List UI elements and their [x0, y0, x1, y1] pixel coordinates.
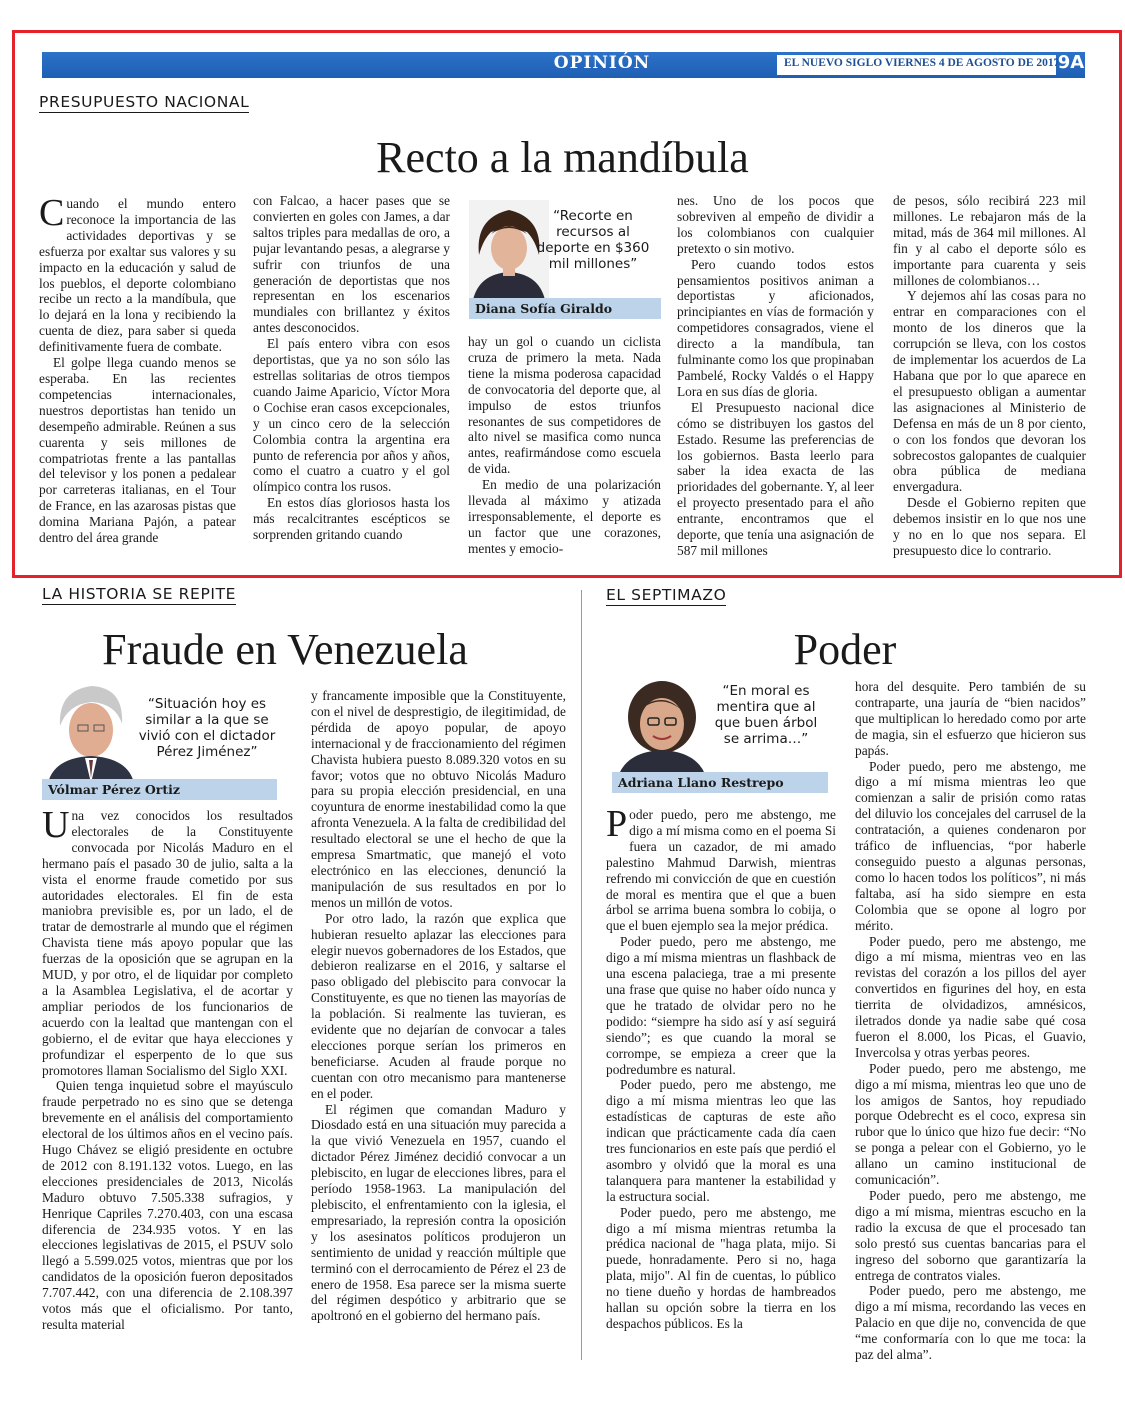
- article3-byline: Adriana Llano Restrepo: [612, 772, 828, 793]
- page-number: 9A: [1057, 52, 1085, 73]
- paragraph: oder puedo, pero me abstengo, me digo a mí misma como en el poema Si fuera un cazador, de mi amado palestino Mahmud Darwish, mientras refrendo mi convicción de que en cuestión de moral es mentira que el que a buen árbol se arrima buena sombra lo cobija, o que el buen ejemplo sea la mejor prédica.: [606, 807, 836, 934]
- paragraph: nes. Uno de los pocos que sobreviven al empeño de dividir a los colombianos con cualquier pretexto o sin motivo.: [677, 193, 874, 256]
- paragraph: na vez conocidos los resultados electorales de la Constituyente convocada por Nicolás Maduro en el hermano país el pasado 30 de julio, salta a la vista el enorme fraude cometido por sus autoridades electorales. El fin de esta maniobra previsible es, por un lado, el de tratar de demostrarle al mundo que el régimen Chavista tiene más apoyo popular que las fuerzas de la oposición que se agrupan en la MUD, y por otro, el de liquidar por completo a la Asamblea Legislativa, el de acortar y ampliar periodos de los funcionarios de acuerdo con la lealtad que mantengan con el gobierno, el de evitar que haya elecciones y profundizar el esperpento de lo que sus promotores llaman Socialismo del Siglo XXI.: [42, 808, 293, 1078]
- paragraph: uando el mundo entero reconoce la importancia de las actividades deportivas y se esfuerza por exaltar sus valores y su impacto en la educación y salud de los pueblos, el deporte colombiano recibe un recto a la mandíbula, que lo dejará en la lona y recibiendo la cuenta de diez, para saber si queda definitivamente fuera de combate.: [39, 196, 236, 355]
- paragraph: hora del desquite. Pero también de su contraparte, una jauría de “bien nacidos” que multiplican lo heredado como por arte de magia, sin el esfuerzo que hicieron sus papás.: [855, 679, 1086, 758]
- paragraph: Desde el Gobierno repiten que debemos insistir en lo que nos une y no en lo que nos separa. El presupuesto dice lo contrario.: [893, 495, 1086, 558]
- article3-title: Poder: [793, 625, 897, 674]
- paragraph: y francamente imposible que la Constituyente, con el nivel de desprestigio, de ilegitimidad, de pérdida de apoyo popular, de apoyo internacional y de fraccionamiento del régimen Chavista hubiera puesto 8.089.320 votos en su favor; votos que no obtuvo Nicolás Maduro para su propia elección presidencial, en una coyuntura de enorme inestabilidad como la que afronta Venezuela. A la falta de credibilidad del resultado electoral se une el hecho de que la empresa Smartmatic, que manejó el voto electrónico en las elecciones, denunció la manipulación de sus resultados en por lo menos un millón de votos.: [311, 688, 566, 910]
- article2-column-2: [311, 688, 566, 1348]
- paragraph: El país entero vibra con esos deportistas, que ya no son sólo las estrellas solitarias de otros tiempos cuando Jaime Aparicio, Víctor Mora o Cochise eran casos excepcionales, y un cinco cero de la selección Colombia contra la argentina era punto de referencia por años y años, como el cuatro a cuatro y el gol olímpico contra los rusos.: [253, 336, 450, 495]
- article1-byline: Diana Sofía Giraldo: [469, 298, 661, 319]
- article2-kicker: LA HISTORIA SE REPITE: [42, 585, 237, 603]
- paragraph: Poder puedo, pero me abstengo, me digo a mí misma, mientras veo en las revistas del corazón a los pillos del ayer convertidos en figurines del hoy, en esta tierrita de olvidadizos, amnésicos, iletrados donde ya nadie sabe qué cosa fueron el 8.000, los Picas, el Guavio, Invercolsa y otras yerbas peores.: [855, 933, 1086, 1060]
- paragraph: En medio de una polarización llevada al máximo y atizada irresponsablemente, el deporte es un factor que une corazones, mentes y emocio-: [468, 477, 661, 556]
- article1-pull-quote: “Recorte en recursos al deporte en $360 mil millones”: [536, 208, 650, 272]
- paragraph: El régimen que comandan Maduro y Diosdado está en una situación muy parecida a la que vivió Venezuela en 1957, cuando el dictador Pérez Jiménez decidió convocar a un plebiscito, en lugar de elecciones libres, para el período 1958-1963. La manipulación del plebiscito, el enfrentamiento con la iglesia, el empresariado, la represión contra la oposición y los asesinatos políticos produjeron un sentimiento de unidad y reacción múltiple que terminó con el derrocamiento de Pérez el 23 de enero de 1958. Esa parece ser la misma suerte del régimen despótico y arbitrario que se apoltronó en el gobierno del hermano país.: [311, 1101, 566, 1324]
- article3-kicker: EL SEPTIMAZO: [606, 586, 727, 604]
- article3-pull-quote: “En moral es mentira que al que buen árbol se arrima…”: [714, 683, 818, 747]
- paragraph: hay un gol o cuando un ciclista cruza de primero la meta. Nada tiene la misma poderosa capacidad de convocatoria del deporte que, al impulso de estos triunfos resonantes de sus competidores de alto nivel se masifica como nunca antes, reafirmándose como escuela de vida.: [468, 334, 661, 477]
- author-photo: [612, 672, 712, 777]
- paragraph: Poder puedo, pero me abstengo, me digo a mí misma mientras leo que comienzan a salir de prisión como ratas del diluvio los concejales del carrusel de la contratación, a quienes condenaron por tráfico de influencias, “por haberle conseguido puesto a algunas personas, como lo hacen todos los políticos”, ni más faltaba, así ha sido siempre en esta Colombia que se opone al logro por mérito.: [855, 758, 1086, 933]
- article2-column-1: [42, 804, 293, 1348]
- paragraph: Pero cuando todos estos pensamientos positivos animan a deportistas y aficionados, principiantes en vías de formación y competidores consagrados, viene el directo a la mandíbula, tan fulminante como los que propinaban Pambelé, Rocky Valdés o el Happy Lora en sus días de gloria.: [677, 256, 874, 399]
- paragraph: El golpe llega cuando menos se esperaba. En las recientes competencias internacionales, nuestros deportistas han tenido un desempeño admirable. Reúnen a sus cuarenta y seis millones de compatriotas frente a las pantallas del televisor y los ponen a pedalear por carreteras italianas, en el Tour de France, en las azarosas pistas que domina Mariana Pajón, a patear dentro del área grande: [39, 355, 236, 546]
- selection-highlight: [12, 30, 1122, 578]
- paragraph: Poder puedo, pero me abstengo, me digo a mí misma, recordando las veces en Palacio en que dije no, convencida de que “me conformaría con lo que me toca: la paz del alma”.: [855, 1283, 1086, 1363]
- article1-kicker: PRESUPUESTO NACIONAL: [39, 93, 250, 111]
- article3-column-1: [606, 803, 836, 1348]
- paragraph: Poder puedo, pero me abstengo, me digo a mí misma, mientras escucho en la radio la excusa de que el procesado tan solo prestó sus cuentas bancarias para el ingreso del soborno que garantizaría la entrega de contratos viales.: [855, 1188, 1086, 1283]
- article2-byline: Vólmar Pérez Ortiz: [42, 779, 277, 800]
- paragraph: En estos días gloriosos hasta los más recalcitrantes escépticos se sorprenden gritando cuando: [253, 495, 450, 543]
- article3-dropcap: P: [606, 803, 628, 845]
- article2-dropcap: U: [42, 804, 70, 846]
- article2-pull-quote: “Situación hoy es similar a la que se vivió con el dictador Pérez Jiménez”: [138, 696, 276, 760]
- author-photo: [42, 678, 140, 783]
- paragraph: Por otro lado, la razón que explica que hubieran resuelto aplazar las elecciones para elegir nuevos gobernadores de los Estados, que debieron realizarse en el 2016, y saltarse el paso obligado del plebiscito para convocar la Constituyente, es que no tienen las mayorías de la población. Si realmente las tuvieran, es evidente que no dejarían de convocar a tales elecciones porque serían los primeros en beneficiarse. Acuden al fraude porque no cuentan con otro mecanismo para mantenerse en el poder.: [311, 910, 566, 1101]
- paragraph: El Presupuesto nacional dice cómo se distribuyen los gastos del Estado. Resume las preferencias de los gobiernos. Basta leerlo para saber la idea exacta de las prioridades del gobernante. Y, al leer el proyecto presentado para el año entrante, encontramos que el deporte, que tenía una asignación de 587 mil millones: [677, 399, 874, 558]
- paragraph: Poder puedo, pero me abstengo, me digo a mí misma, mientras leo que uno de los amigos de Santos, hoy repudiado porque Odebrecht es el coco, expresa sin rubor que lo único que hizo fue decir: “No se ponga a pelear con el Gobierno, yo le allano un camino institucional de comunicación”.: [855, 1060, 1086, 1188]
- column-divider: [581, 590, 582, 1360]
- article2-title: Fraude en Venezuela: [102, 625, 468, 674]
- paragraph: Quien tenga inquietud sobre el mayúsculo fraude perpetrado no es sino que se detenga brevemente en el análisis del comportamiento electoral de los últimos años en el vecino país. Hugo Chávez se eligió presidente en octubre de 2012 con 8.191.132 votos. Luego, en las elecciones presidenciales de 2013, Nicolás Maduro obtuvo 7.505.338 sufragios, y Henrique Capriles 7.270.403, con una escasa diferencia de 234.935 votos. Y en las elecciones legislativas de 2015, el PSUV solo llegó a 5.599.025 votos, mientras que por los candidatos de la oposición fueron depositados 7.707.442, con una diferencia de 2.108.397 votos más que el oficialismo. Por tanto, resulta material: [42, 1078, 293, 1332]
- newspaper-date: EL NUEVO SIGLO VIERNES 4 DE AGOSTO DE 2017: [784, 57, 1060, 69]
- paragraph: Poder puedo, pero me abstengo, me digo a mí misma mientras un flashback de una escena palaciega, trae a mi presente una frase que quise no haber oído nunca y que he tratado de olvidar pero no he podido: “siempre ha sido así y así seguirá siendo”; es que cuando la moral se corrompe, se empieza a creer que la podredumbre es natural.: [606, 934, 836, 1077]
- section-title: OPINIÓN: [553, 53, 651, 73]
- paragraph: Poder puedo, pero me abstengo, me digo a mí misma mientras leo que las estadísticas de capturas de este año indican que prácticamente cada día caen tres funcionarios en este país que perdió el asombro y olvidó que la moral es una talanquera para mantener la estabilidad y la estructura social.: [606, 1077, 836, 1204]
- article1-dropcap: C: [39, 192, 65, 234]
- paragraph: Poder puedo, pero me abstengo, me digo a mí misma mientras retumba la prédica nacional de "haga plata, mijo. Si puede, honradamente. Pero si no, haga plata, mijo". Al fin de cuentas, lo público no tiene dueño y hordas de hambreados hallan su opción sobre la tierra en los despachos públicos. Es la: [606, 1204, 836, 1331]
- article3-column-2: [855, 679, 1086, 1363]
- article1-title: Recto a la mandíbula: [376, 133, 749, 182]
- paragraph: Y dejemos ahí las cosas para no entrar en comparaciones con el monto de los dineros que la corrupción se lleva, con los costos de implementar los acuerdos de La Habana que por lo que aparece en el presupuesto obligan a aumentar las asignaciones al Ministerio de Defensa en más de un 8 por ciento, o con los fondos que devoran los sobrecostos galopantes de cualquier obra pública de mediana envergadura.: [893, 288, 1086, 495]
- paragraph: de pesos, sólo recibirá 223 mil millones. Le rebajaron más de la mitad, más de 364 mil millones. Al fin y al cabo el deporte sólo es importante para cuarenta y seis millones de colombianos…: [893, 193, 1086, 288]
- paragraph: con Falcao, a hacer pases que se convierten en goles con James, a dar saltos triples para medallas de oro, a pujar levantando pesas, a alegrarse y sufrir con triunfos de una generación de deportistas que nos representan en los escenarios mundiales con brillantez y éxitos antes desconocidos.: [253, 193, 450, 336]
